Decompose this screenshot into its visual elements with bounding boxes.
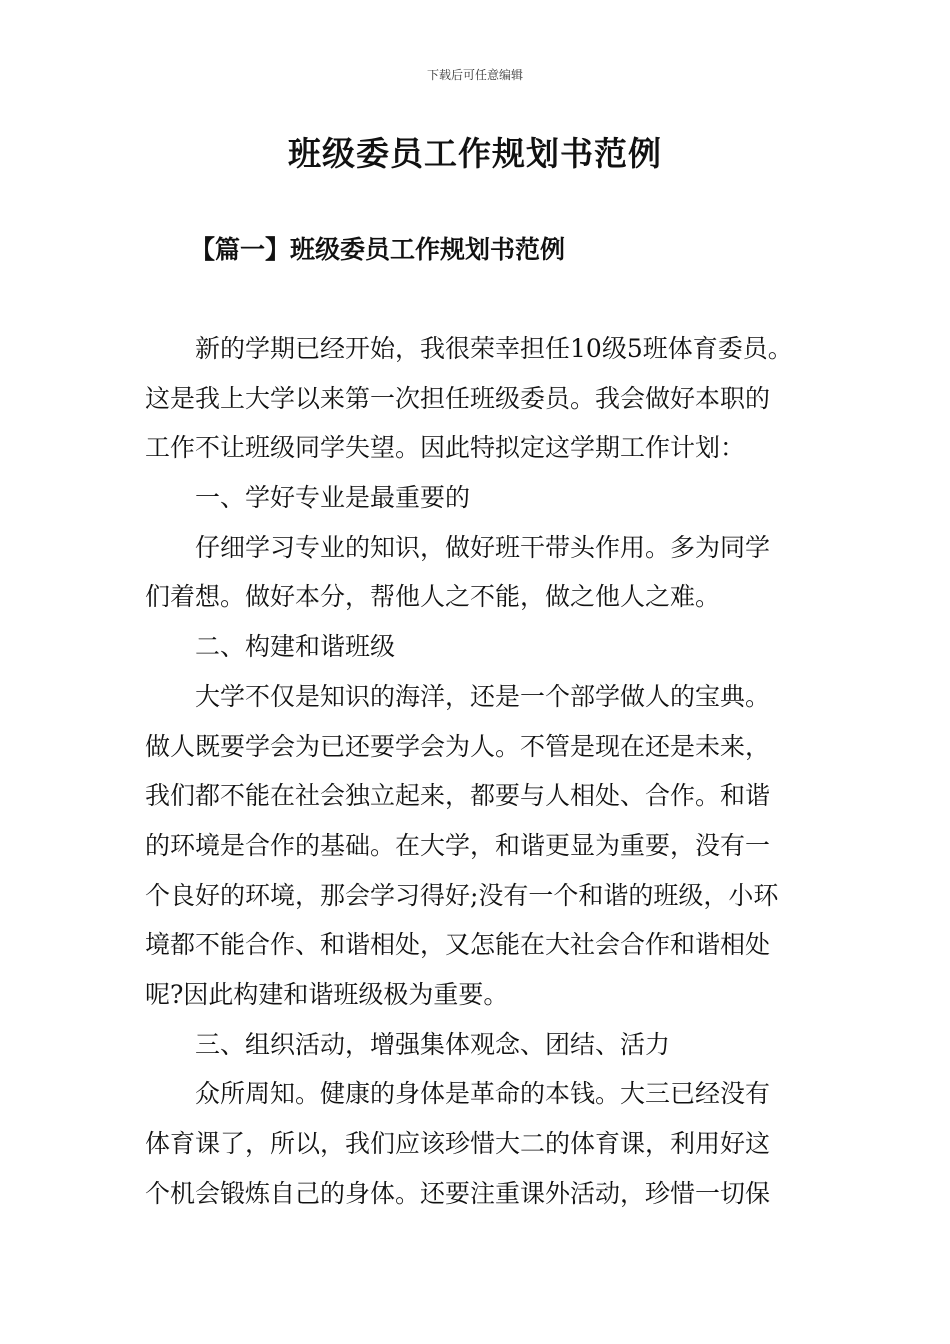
paragraph-line: 大学不仅是知识的海洋，还是一个部学做人的宝典。 (195, 681, 771, 711)
subheading-line: 二、构建和谐班级 (195, 632, 396, 662)
section-heading: 【篇一】班级委员工作规划书范例 (190, 235, 566, 264)
subheading-line: 一、学好专业是最重要的 (195, 483, 471, 513)
paragraph-line: 个机会锻炼自己的身体。还要注重课外活动，珍惜一切保 (145, 1178, 771, 1208)
paragraph-line: 呢?因此构建和谐班级极为重要。 (145, 979, 509, 1009)
paragraph-line: 的环境是合作的基础。在大学，和谐更显为重要，没有一 (145, 830, 771, 860)
paragraph-line: 们着想。做好本分，帮他人之不能，做之他人之难。 (145, 582, 721, 612)
paragraph-line: 个良好的环境，那会学习得好;没有一个和谐的班级，小环 (145, 880, 779, 910)
paragraph-line: 仔细学习专业的知识，做好班干带头作用。多为同学 (195, 532, 771, 562)
subheading-line: 三、组织活动，增强集体观念、团结、活力 (195, 1029, 671, 1059)
paragraph-line: 众所周知。健康的身体是革命的本钱。大三已经没有 (195, 1079, 771, 1109)
header-note: 下载后可任意编辑 (426, 68, 523, 82)
document-title: 班级委员工作规划书范例 (288, 134, 662, 173)
paragraph-line: 这是我上大学以来第一次担任班级委员。我会做好本职的 (145, 383, 771, 413)
paragraph-line: 工作不让班级同学失望。因此特拟定这学期工作计划： (145, 433, 746, 463)
document-body (145, 324, 815, 1218)
paragraph-line: 我们都不能在社会独立起来，都要与人相处、合作。和谐 (145, 781, 771, 811)
paragraph-line: 体育课了，所以，我们应该珍惜大二的体育课，利用好这 (145, 1129, 771, 1158)
paragraph-line: 做人既要学会为已还要学会为人。不管是现在还是未来， (145, 731, 771, 761)
paragraph-line: 境都不能合作、和谐相处，又怎能在大社会合作和谐相处 (145, 930, 771, 960)
paragraph-line: 新的学期已经开始，我很荣幸担任10级5班体育委员。 (195, 334, 793, 363)
